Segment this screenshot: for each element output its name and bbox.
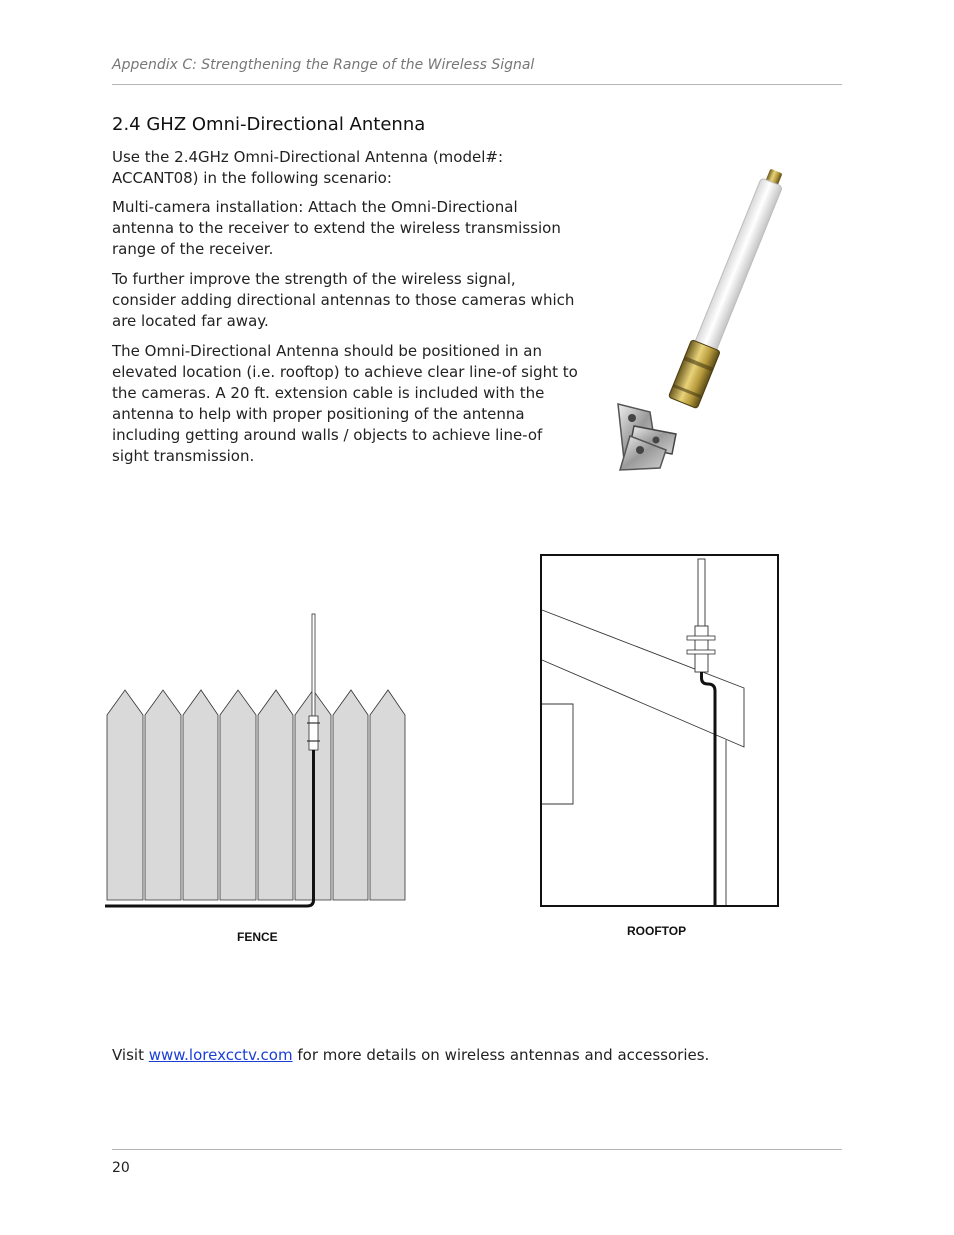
rooftop-diagram xyxy=(540,554,780,908)
antenna-photo xyxy=(590,150,850,490)
rooftop-caption: ROOFTOP xyxy=(627,924,687,938)
paragraph-multicamera: Multi-camera installation: Attach the Omni-Directional antenna to the receiver to extend the wireless transmission range of the receiver. xyxy=(112,198,561,258)
visit-suffix: for more details on wireless antennas and accessories. xyxy=(292,1046,710,1064)
header-divider xyxy=(112,84,842,85)
visit-prefix: Visit xyxy=(112,1046,149,1064)
paragraph-positioning: The Omni-Directional Antenna should be positioned in an elevated location (i.e. rooftop) to achieve clear line-of sight to the cameras. A 20 ft. extension cable is included with the antenna to help with proper positioning of the antenna including getting around walls / objects to achieve line-of sight transmission. xyxy=(112,342,578,465)
running-header: Appendix C: Strengthening the Range of the Wireless Signal xyxy=(112,57,535,73)
footer-divider xyxy=(112,1149,842,1150)
fence-caption: FENCE xyxy=(237,930,278,944)
paragraph-intro: Use the 2.4GHz Omni-Directional Antenna (model#: ACCANT08) in the following scenario: xyxy=(112,148,504,187)
fence-diagram xyxy=(100,610,420,915)
lorex-website-link[interactable]: www.lorexcctv.com xyxy=(148,1046,293,1064)
visit-line xyxy=(112,1046,709,1064)
paragraph-improve: To further improve the strength of the wireless signal, consider adding directional antennas to those cameras which are located far away. xyxy=(112,270,575,330)
page-number: 20 xyxy=(112,1160,130,1176)
section-title: 2.4 GHZ Omni-Directional Antenna xyxy=(112,114,426,135)
